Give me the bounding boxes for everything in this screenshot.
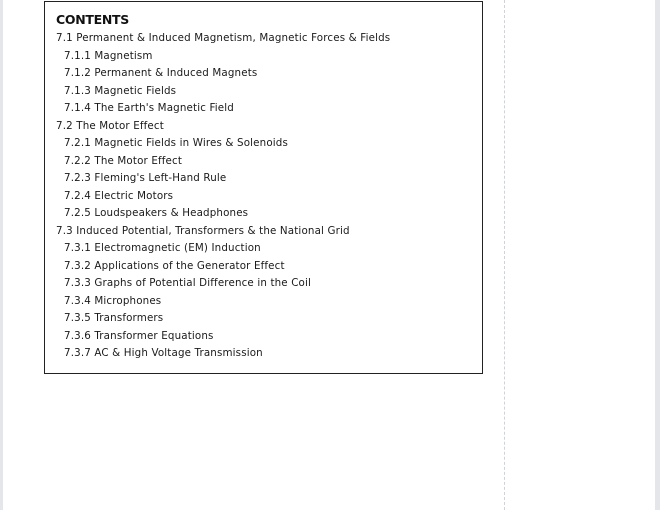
toc-subsection-link[interactable]: 7.3.6 Transformer Equations (64, 329, 214, 342)
toc-list-item (56, 188, 390, 206)
toc-list (56, 30, 390, 363)
toc-list-item (56, 170, 390, 188)
toc-list-item (56, 135, 390, 153)
toc-list-item (56, 153, 390, 171)
toc-subsection-link[interactable]: 7.3.4 Microphones (64, 294, 162, 307)
toc-title: CONTENTS (56, 12, 129, 27)
toc-list-item (56, 65, 390, 83)
toc-list-item (56, 310, 390, 328)
toc-list-item (56, 118, 390, 136)
toc-subsection-link[interactable]: 7.2.1 Magnetic Fields in Wires & Solenoids (64, 137, 288, 149)
toc-list-item (56, 223, 390, 241)
toc-section-link[interactable]: 7.1 Permanent & Induced Magnetism, Magnetic Forces & Fields (56, 32, 391, 44)
toc-list-item (56, 240, 390, 258)
toc-list-item (56, 205, 390, 223)
toc-list-item (56, 100, 390, 118)
toc-list-item (56, 293, 390, 311)
toc-subsection-link[interactable]: 7.3.1 Electromagnetic (EM) Induction (64, 242, 261, 254)
toc-list-item (56, 258, 390, 276)
toc-subsection-link[interactable]: 7.2.4 Electric Motors (64, 189, 174, 202)
toc-subsection-link[interactable]: 7.3.3 Graphs of Potential Difference in the Coil (64, 277, 312, 289)
toc-list-item (56, 328, 390, 346)
table-of-contents (44, 1, 483, 374)
toc-list-item (56, 275, 390, 293)
toc-subsection-link[interactable]: 7.1.3 Magnetic Fields (64, 84, 177, 97)
right-gutter (655, 0, 660, 510)
toc-subsection-link[interactable]: 7.2.5 Loudspeakers & Headphones (64, 207, 249, 219)
toc-list-item (56, 83, 390, 101)
toc-list-item (56, 345, 390, 363)
column-divider (504, 0, 505, 510)
toc-subsection-link[interactable]: 7.2.2 The Motor Effect (64, 154, 183, 167)
toc-section-link[interactable]: 7.3 Induced Potential, Transformers & the National Grid (56, 224, 350, 237)
toc-subsection-link[interactable]: 7.1.2 Permanent & Induced Magnets (64, 67, 258, 79)
toc-list-item (56, 30, 390, 48)
toc-list-item (56, 48, 390, 66)
toc-section-link[interactable]: 7.2 The Motor Effect (56, 119, 164, 132)
toc-subsection-link[interactable]: 7.3.2 Applications of the Generator Effect (64, 259, 285, 272)
toc-subsection-link[interactable]: 7.3.5 Transformers (64, 312, 164, 324)
toc-subsection-link[interactable]: 7.2.3 Fleming's Left-Hand Rule (64, 172, 227, 184)
toc-subsection-link[interactable]: 7.1.4 The Earth's Magnetic Field (64, 102, 234, 114)
toc-subsection-link[interactable]: 7.3.7 AC & High Voltage Transmission (64, 347, 263, 359)
toc-subsection-link[interactable]: 7.1.1 Magnetism (64, 49, 153, 62)
